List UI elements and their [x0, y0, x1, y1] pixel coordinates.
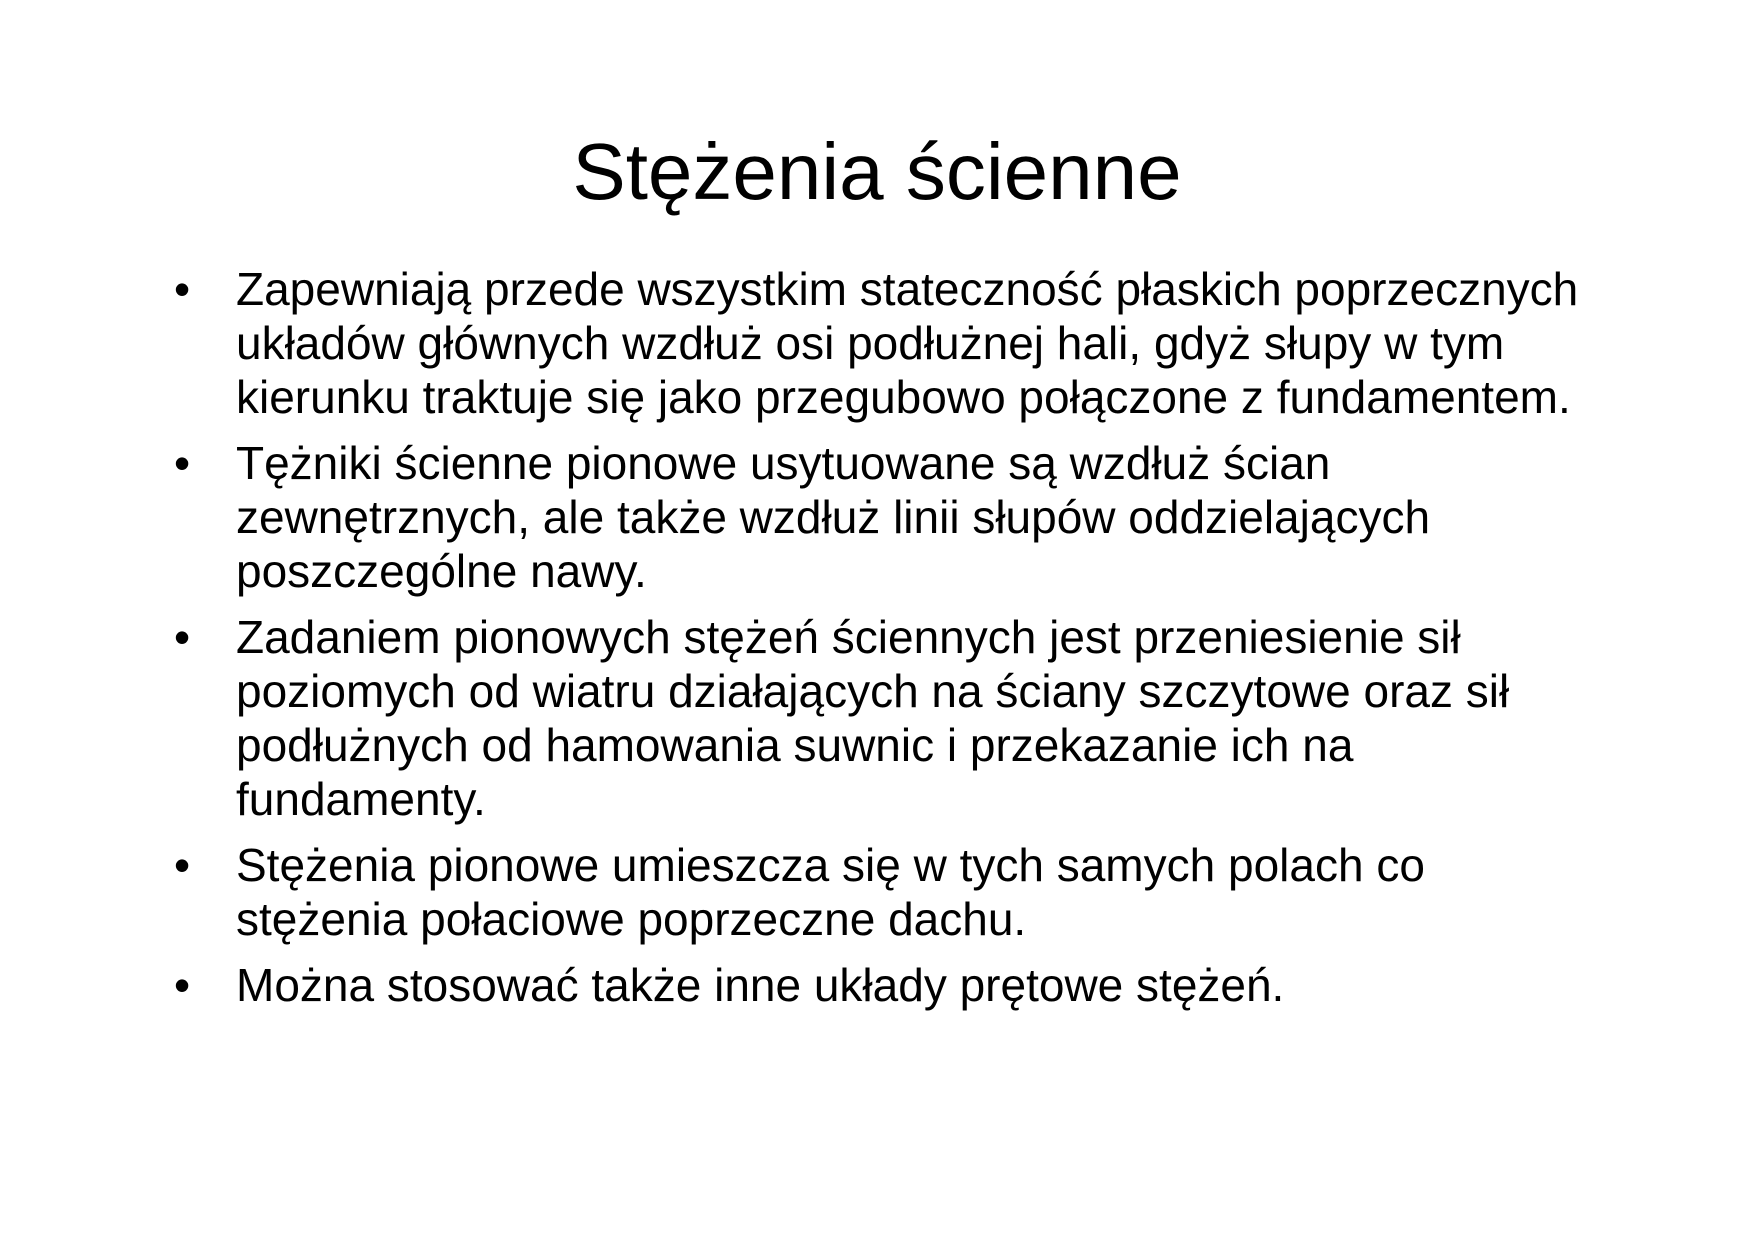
bullet-item [174, 958, 1594, 1012]
bullet-text: Można stosować także inne układy prętowe stężeń. [236, 959, 1285, 1011]
bullet-text: Zapewniają przede wszystkim stateczność płaskich poprzecznych układów głównych wzdłuż osi podłużnej hali, gdyż słupy w tym kierunku traktuje się jako przegubowo połączone z fundamentem. [236, 263, 1579, 423]
bullet-item [174, 262, 1594, 424]
bullet-text: Tężniki ścienne pionowe usytuowane są wzdłuż ścian zewnętrznych, ale także wzdłuż linii słupów oddzielających poszczególne nawy. [236, 437, 1431, 597]
bullet-item [174, 610, 1594, 826]
bullet-item [174, 838, 1594, 946]
bullet-icon: • [174, 263, 191, 315]
bullet-list [174, 262, 1594, 1024]
bullet-icon: • [174, 611, 191, 663]
bullet-text: Zadaniem pionowych stężeń ściennych jest przeniesienie sił poziomych od wiatru działających na ściany szczytowe oraz sił podłużnych od hamowania suwnic i przekazanie ich na fundamenty. [236, 611, 1510, 825]
slide-title: Stężenia ścienne [572, 127, 1182, 216]
bullet-text: Stężenia pionowe umieszcza się w tych samych polach co stężenia połaciowe poprzeczne dachu. [236, 839, 1425, 945]
bullet-icon: • [174, 437, 191, 489]
bullet-icon: • [174, 959, 191, 1011]
bullet-item [174, 436, 1594, 598]
bullet-icon: • [174, 839, 191, 891]
